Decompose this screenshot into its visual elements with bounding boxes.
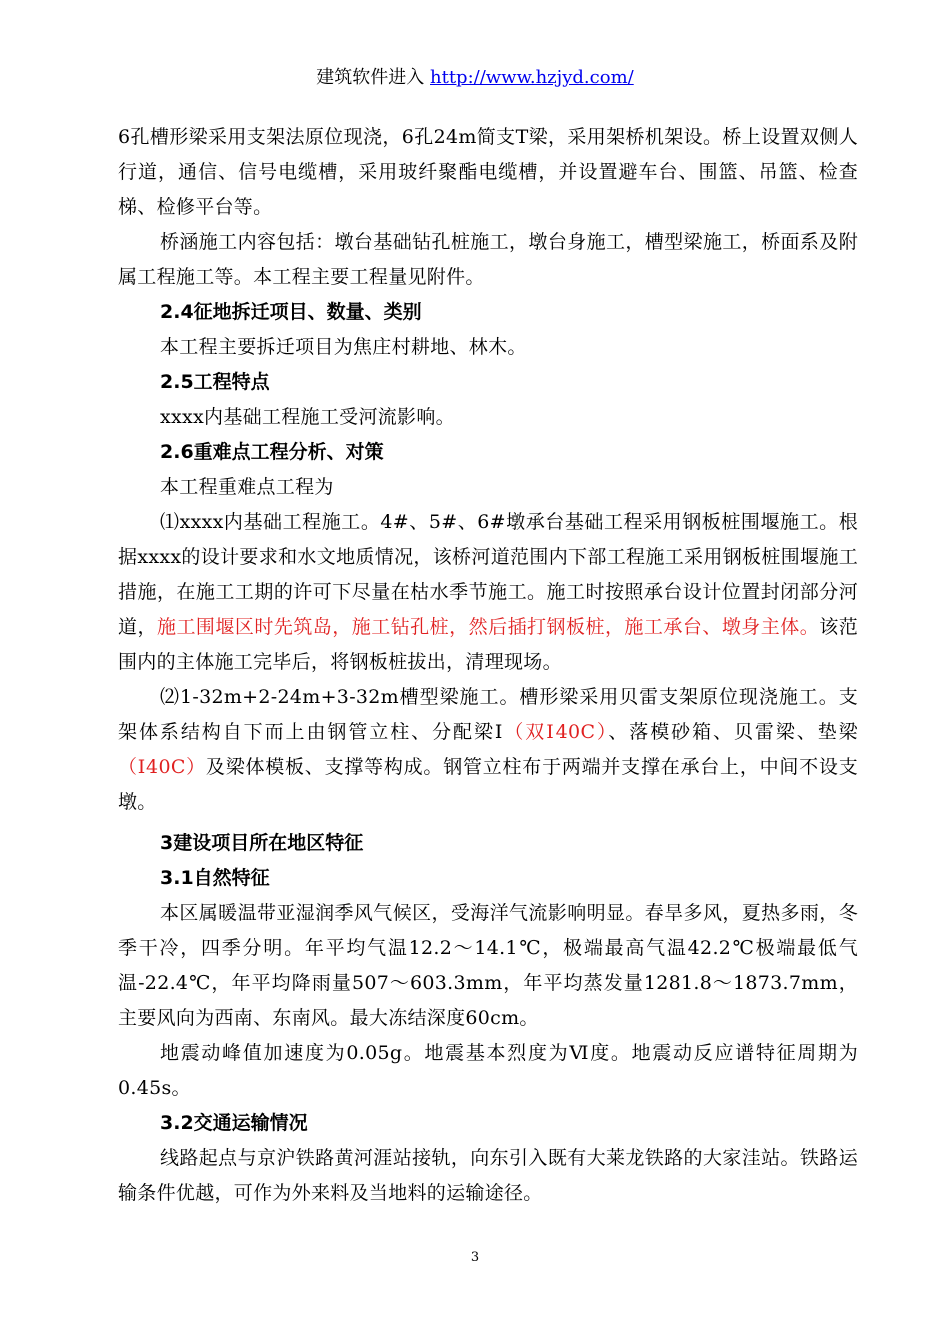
paragraph: 6孔槽形梁采用支架法原位现浇，6孔24m简支T梁，采用架桥机架设。桥上设置双侧人行道，通信、信号电缆槽，采用玻纤聚酯电缆槽，并设置避车台、围篮、吊篮、检查梯、检修平台等。 <box>118 126 858 218</box>
paragraph: 线路起点与京沪铁路黄河涯站接轨，向东引入既有大莱龙铁路的大家洼站。铁路运输条件优越，可作为外来料及当地料的运输途径。 <box>118 1147 858 1204</box>
header-prefix: 建筑软件进入 <box>316 67 425 88</box>
text-span: ⑵1-32m+2-24m+3-32m槽型梁施工。槽形梁采用贝雷支架原位现浇施工。支架体系结构自下而上由钢管立柱、分配梁Ⅰ <box>118 686 858 743</box>
paragraph: 本工程重难点工程为 <box>160 476 334 498</box>
paragraph: 本区属暖温带亚湿润季风气候区，受海洋气流影响明显。春旱多风，夏热多雨，冬季干冷，四季分明。年平均气温12.2～14.1℃，极端最高气温42.2℃极端最低气温-22.4℃，年平均降雨量507～603.3mm，年平均蒸发量1281.8～1873.7mm，主要风向为西南、东南风。最大冻结深度60cm。 <box>118 902 858 1029</box>
paragraph: xxxx内基础工程施工受河流影响。 <box>160 406 455 428</box>
highlighted-text: （Ⅰ40C） <box>118 756 206 778</box>
highlighted-text: （双Ⅰ40C） <box>504 721 609 743</box>
document-body <box>118 120 858 1211</box>
text-span: ⑴xxxx内基础工程施工。4#、5#、6#墩承台基础工程采用钢板桩围堰施工。根据xxxx的设计要求和水文地质情况，该桥河道范围内下部工程施工采用钢板桩围堰施工措施，在施工工期的许可下尽量在枯水季节施工。施工时按照承台设计位置封闭部分河道， <box>118 511 858 638</box>
text-span: 该范围内的主体施工完毕后，将钢板桩拔出，清理现场。 <box>118 616 858 673</box>
section-heading-2-4: 2.4征地拆迁项目、数量、类别 <box>160 301 422 323</box>
section-heading-2-6: 2.6重难点工程分析、对策 <box>160 441 384 463</box>
section-heading-3: 3建设项目所在地区特征 <box>160 832 364 854</box>
paragraph-item-1 <box>118 505 858 680</box>
paragraph-item-2 <box>118 680 858 820</box>
section-heading-3-2: 3.2交通运输情况 <box>160 1112 308 1134</box>
paragraph: 桥涵施工内容包括：墩台基础钻孔桩施工，墩台身施工，槽型梁施工，桥面系及附属工程施工等。本工程主要工程量见附件。 <box>118 231 858 288</box>
paragraph: 本工程主要拆迁项目为焦庄村耕地、林木。 <box>160 336 527 358</box>
page-header <box>0 66 950 90</box>
highlighted-text: 施工围堰区时先筑岛，施工钻孔桩，然后插打钢板桩，施工承台、墩身主体。 <box>156 616 820 638</box>
paragraph: 地震动峰值加速度为0.05g。地震基本烈度为Ⅵ度。地震动反应谱特征周期为0.45s。 <box>118 1042 858 1099</box>
text-span: 、落模砂箱、贝雷梁、垫梁 <box>608 721 858 743</box>
text-span: 及梁体模板、支撑等构成。钢管立柱布于两端并支撑在承台上，中间不设支墩。 <box>118 756 858 813</box>
website-link[interactable]: http://www.hzjyd.com/ <box>430 67 634 88</box>
section-heading-3-1: 3.1自然特征 <box>160 867 270 889</box>
section-heading-2-5: 2.5工程特点 <box>160 371 270 393</box>
page-number: 3 <box>470 1250 480 1265</box>
